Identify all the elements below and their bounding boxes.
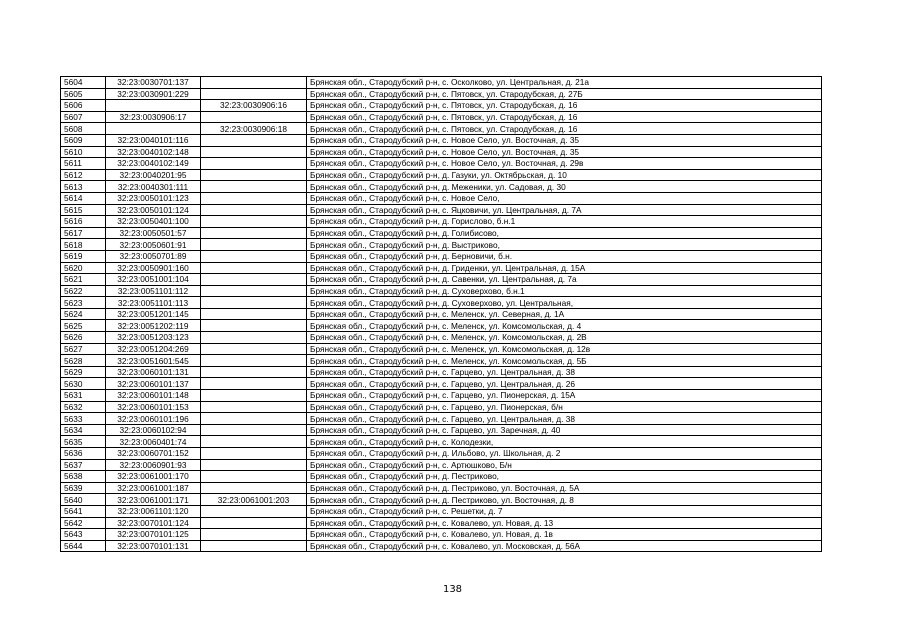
table-row bbox=[61, 540, 822, 552]
related-cadastral-number-cell bbox=[201, 181, 307, 193]
related-cadastral-number-cell bbox=[201, 378, 307, 390]
table-row bbox=[61, 401, 822, 413]
address-cell: Брянская обл., Стародубский р-н, с. Гарцево, ул. Пионерская, д. 15А bbox=[307, 390, 822, 402]
row-number-cell: 5631 bbox=[61, 390, 106, 402]
row-number-cell: 5632 bbox=[61, 401, 106, 413]
table-row bbox=[61, 204, 822, 216]
cadastral-number-cell: 32:23:0040301:111 bbox=[106, 181, 201, 193]
registry-table-body bbox=[61, 77, 822, 552]
address-cell: Брянская обл., Стародубский р-н, д. Ильбово, ул. Школьная, д. 2 bbox=[307, 448, 822, 460]
cadastral-number-cell: 32:23:0061101:120 bbox=[106, 505, 201, 517]
table-row bbox=[61, 262, 822, 274]
related-cadastral-number-cell: 32:23:0030906:16 bbox=[201, 100, 307, 112]
cadastral-number-cell: 32:23:0051203:123 bbox=[106, 332, 201, 344]
row-number-cell: 5628 bbox=[61, 355, 106, 367]
address-cell: Брянская обл., Стародубский р-н, с. Гарцево, ул. Центральная, д. 38 bbox=[307, 413, 822, 425]
related-cadastral-number-cell bbox=[201, 169, 307, 181]
cadastral-number-cell: 32:23:0060101:137 bbox=[106, 378, 201, 390]
address-cell: Брянская обл., Стародубский р-н, д. Суховерхово, б.н.1 bbox=[307, 285, 822, 297]
related-cadastral-number-cell bbox=[201, 216, 307, 228]
table-row bbox=[61, 158, 822, 170]
address-cell: Брянская обл., Стародубский р-н, д. Меженики, ул. Садовая, д. 30 bbox=[307, 181, 822, 193]
cadastral-number-cell: 32:23:0050701:89 bbox=[106, 250, 201, 262]
table-row bbox=[61, 134, 822, 146]
related-cadastral-number-cell bbox=[201, 77, 307, 89]
table-row bbox=[61, 471, 822, 483]
table-row bbox=[61, 436, 822, 448]
row-number-cell: 5612 bbox=[61, 169, 106, 181]
cadastral-number-cell: 32:23:0070101:131 bbox=[106, 540, 201, 552]
table-row bbox=[61, 332, 822, 344]
address-cell: Брянская обл., Стародубский р-н, д. Пестриково, ул. Восточная, д. 8 bbox=[307, 494, 822, 506]
cadastral-number-cell bbox=[106, 100, 201, 112]
row-number-cell: 5619 bbox=[61, 250, 106, 262]
cadastral-number-cell: 32:23:0060401:74 bbox=[106, 436, 201, 448]
row-number-cell: 5614 bbox=[61, 192, 106, 204]
row-number-cell: 5644 bbox=[61, 540, 106, 552]
address-cell: Брянская обл., Стародубский р-н, с. Новое Село, ул. Восточная, д. 29в bbox=[307, 158, 822, 170]
address-cell: Брянская обл., Стародубский р-н, с. Гарцево, ул. Центральная, д. 38 bbox=[307, 366, 822, 378]
address-cell: Брянская обл., Стародубский р-н, с. Гарцево, ул. Пионерская, б/н bbox=[307, 401, 822, 413]
row-number-cell: 5629 bbox=[61, 366, 106, 378]
cadastral-number-cell: 32:23:0061001:171 bbox=[106, 494, 201, 506]
table-row bbox=[61, 517, 822, 529]
related-cadastral-number-cell bbox=[201, 529, 307, 541]
table-row bbox=[61, 297, 822, 309]
related-cadastral-number-cell bbox=[201, 332, 307, 344]
address-cell: Брянская обл., Стародубский р-н, с. Яцковичи, ул. Центральная, д. 7А bbox=[307, 204, 822, 216]
row-number-cell: 5642 bbox=[61, 517, 106, 529]
table-row bbox=[61, 250, 822, 262]
cadastral-number-cell: 32:23:0030701:137 bbox=[106, 77, 201, 89]
related-cadastral-number-cell bbox=[201, 297, 307, 309]
address-cell: Брянская обл., Стародубский р-н, с. Осколково, ул. Центральная, д. 21а bbox=[307, 77, 822, 89]
cadastral-number-cell: 32:23:0060101:153 bbox=[106, 401, 201, 413]
row-number-cell: 5605 bbox=[61, 88, 106, 100]
table-row bbox=[61, 308, 822, 320]
address-cell: Брянская обл., Стародубский р-н, с. Колодезки, bbox=[307, 436, 822, 448]
cadastral-number-cell: 32:23:0061001:170 bbox=[106, 471, 201, 483]
related-cadastral-number-cell bbox=[201, 320, 307, 332]
cadastral-number-cell: 32:23:0060101:196 bbox=[106, 413, 201, 425]
related-cadastral-number-cell bbox=[201, 471, 307, 483]
cadastral-number-cell: 32:23:0050101:124 bbox=[106, 204, 201, 216]
row-number-cell: 5634 bbox=[61, 424, 106, 436]
address-cell: Брянская обл., Стародубский р-н, д. Горислово, б.н.1 bbox=[307, 216, 822, 228]
cadastral-number-cell: 32:23:0060101:131 bbox=[106, 366, 201, 378]
row-number-cell: 5639 bbox=[61, 482, 106, 494]
cadastral-number-cell: 32:23:0051101:113 bbox=[106, 297, 201, 309]
cadastral-number-cell: 32:23:0060701:152 bbox=[106, 448, 201, 460]
row-number-cell: 5607 bbox=[61, 111, 106, 123]
address-cell: Брянская обл., Стародубский р-н, с. Новое Село, ул. Восточная, д. 35 bbox=[307, 146, 822, 158]
table-row bbox=[61, 77, 822, 89]
address-cell: Брянская обл., Стародубский р-н, с. Меленск, ул. Комсомольская, д. 4 bbox=[307, 320, 822, 332]
row-number-cell: 5620 bbox=[61, 262, 106, 274]
row-number-cell: 5627 bbox=[61, 343, 106, 355]
row-number-cell: 5610 bbox=[61, 146, 106, 158]
related-cadastral-number-cell bbox=[201, 355, 307, 367]
related-cadastral-number-cell bbox=[201, 459, 307, 471]
table-row bbox=[61, 343, 822, 355]
related-cadastral-number-cell bbox=[201, 227, 307, 239]
cadastral-number-cell: 32:23:0040102:149 bbox=[106, 158, 201, 170]
related-cadastral-number-cell bbox=[201, 482, 307, 494]
related-cadastral-number-cell bbox=[201, 401, 307, 413]
row-number-cell: 5615 bbox=[61, 204, 106, 216]
address-cell: Брянская обл., Стародубский р-н, д. Газуки, ул. Октябрьская, д. 10 bbox=[307, 169, 822, 181]
table-row bbox=[61, 285, 822, 297]
row-number-cell: 5608 bbox=[61, 123, 106, 135]
address-cell: Брянская обл., Стародубский р-н, с. Меленск, ул. Комсомольская, д. 12в bbox=[307, 343, 822, 355]
table-row bbox=[61, 529, 822, 541]
related-cadastral-number-cell bbox=[201, 146, 307, 158]
cadastral-number-cell: 32:23:0070101:124 bbox=[106, 517, 201, 529]
table-row bbox=[61, 274, 822, 286]
table-row bbox=[61, 413, 822, 425]
related-cadastral-number-cell bbox=[201, 424, 307, 436]
related-cadastral-number-cell bbox=[201, 274, 307, 286]
row-number-cell: 5625 bbox=[61, 320, 106, 332]
related-cadastral-number-cell bbox=[201, 308, 307, 320]
related-cadastral-number-cell bbox=[201, 343, 307, 355]
cadastral-number-cell: 32:23:0040102:148 bbox=[106, 146, 201, 158]
related-cadastral-number-cell: 32:23:0030906:18 bbox=[201, 123, 307, 135]
related-cadastral-number-cell bbox=[201, 448, 307, 460]
address-cell: Брянская обл., Стародубский р-н, с. Пятовск, ул. Стародубская, д. 16 bbox=[307, 111, 822, 123]
address-cell: Брянская обл., Стародубский р-н, с. Пятовск, ул. Стародубская, д. 16 bbox=[307, 123, 822, 135]
table-row bbox=[61, 123, 822, 135]
related-cadastral-number-cell: 32:23:0061001:203 bbox=[201, 494, 307, 506]
row-number-cell: 5633 bbox=[61, 413, 106, 425]
table-row bbox=[61, 146, 822, 158]
cadastral-number-cell: 32:23:0060101:148 bbox=[106, 390, 201, 402]
row-number-cell: 5621 bbox=[61, 274, 106, 286]
cadastral-number-cell: 32:23:0051001:104 bbox=[106, 274, 201, 286]
row-number-cell: 5630 bbox=[61, 378, 106, 390]
related-cadastral-number-cell bbox=[201, 204, 307, 216]
address-cell: Брянская обл., Стародубский р-н, д. Голибисово, bbox=[307, 227, 822, 239]
table-row bbox=[61, 111, 822, 123]
cadastral-number-cell: 32:23:0051101:112 bbox=[106, 285, 201, 297]
related-cadastral-number-cell bbox=[201, 540, 307, 552]
address-cell: Брянская обл., Стародубский р-н, с. Артюшково, Б/н bbox=[307, 459, 822, 471]
row-number-cell: 5616 bbox=[61, 216, 106, 228]
row-number-cell: 5606 bbox=[61, 100, 106, 112]
table-row bbox=[61, 192, 822, 204]
table-row bbox=[61, 378, 822, 390]
row-number-cell: 5618 bbox=[61, 239, 106, 251]
related-cadastral-number-cell bbox=[201, 436, 307, 448]
row-number-cell: 5641 bbox=[61, 505, 106, 517]
address-cell: Брянская обл., Стародубский р-н, с. Ковалево, ул. Московская, д. 56А bbox=[307, 540, 822, 552]
table-row bbox=[61, 390, 822, 402]
row-number-cell: 5617 bbox=[61, 227, 106, 239]
cadastral-number-cell: 32:23:0050101:123 bbox=[106, 192, 201, 204]
table-row bbox=[61, 216, 822, 228]
related-cadastral-number-cell bbox=[201, 134, 307, 146]
cadastral-number-cell: 32:23:0030901:229 bbox=[106, 88, 201, 100]
page-number: 138 bbox=[442, 584, 463, 595]
row-number-cell: 5604 bbox=[61, 77, 106, 89]
table-row bbox=[61, 181, 822, 193]
table-row bbox=[61, 239, 822, 251]
related-cadastral-number-cell bbox=[201, 413, 307, 425]
table-row bbox=[61, 227, 822, 239]
cadastral-number-cell: 32:23:0051201:145 bbox=[106, 308, 201, 320]
table-row bbox=[61, 482, 822, 494]
related-cadastral-number-cell bbox=[201, 192, 307, 204]
cadastral-number-cell: 32:23:0030906:17 bbox=[106, 111, 201, 123]
related-cadastral-number-cell bbox=[201, 390, 307, 402]
table-row bbox=[61, 100, 822, 112]
related-cadastral-number-cell bbox=[201, 262, 307, 274]
related-cadastral-number-cell bbox=[201, 158, 307, 170]
row-number-cell: 5623 bbox=[61, 297, 106, 309]
cadastral-number-cell: 32:23:0060901:93 bbox=[106, 459, 201, 471]
table-row bbox=[61, 424, 822, 436]
cadastral-number-cell: 32:23:0040201:95 bbox=[106, 169, 201, 181]
related-cadastral-number-cell bbox=[201, 88, 307, 100]
address-cell: Брянская обл., Стародубский р-н, д. Берновичи, б.н. bbox=[307, 250, 822, 262]
cadastral-number-cell: 32:23:0050601:91 bbox=[106, 239, 201, 251]
cadastral-number-cell: 32:23:0050401:100 bbox=[106, 216, 201, 228]
registry-table bbox=[60, 76, 822, 552]
address-cell: Брянская обл., Стародубский р-н, с. Гарцево, ул. Центральная, д. 26 bbox=[307, 378, 822, 390]
cadastral-number-cell: 32:23:0040101:116 bbox=[106, 134, 201, 146]
cadastral-number-cell: 32:23:0050501:57 bbox=[106, 227, 201, 239]
address-cell: Брянская обл., Стародубский р-н, с. Ковалево, ул. Новая, д. 1в bbox=[307, 529, 822, 541]
address-cell: Брянская обл., Стародубский р-н, д. Суховерхово, ул. Центральная, bbox=[307, 297, 822, 309]
related-cadastral-number-cell bbox=[201, 250, 307, 262]
related-cadastral-number-cell bbox=[201, 285, 307, 297]
cadastral-number-cell: 32:23:0051204:269 bbox=[106, 343, 201, 355]
table-row bbox=[61, 88, 822, 100]
related-cadastral-number-cell bbox=[201, 505, 307, 517]
address-cell: Брянская обл., Стародубский р-н, с. Пятовск, ул. Стародубская, д. 16 bbox=[307, 100, 822, 112]
related-cadastral-number-cell bbox=[201, 517, 307, 529]
address-cell: Брянская обл., Стародубский р-н, с. Меленск, ул. Комсомольская, д. 2В bbox=[307, 332, 822, 344]
table-row bbox=[61, 505, 822, 517]
address-cell: Брянская обл., Стародубский р-н, д. Гриденки, ул. Центральная, д. 15А bbox=[307, 262, 822, 274]
table-row bbox=[61, 355, 822, 367]
row-number-cell: 5609 bbox=[61, 134, 106, 146]
row-number-cell: 5626 bbox=[61, 332, 106, 344]
cadastral-number-cell: 32:23:0050901:160 bbox=[106, 262, 201, 274]
row-number-cell: 5640 bbox=[61, 494, 106, 506]
address-cell: Брянская обл., Стародубский р-н, с. Пятовск, ул. Стародубская, д. 27Б bbox=[307, 88, 822, 100]
row-number-cell: 5637 bbox=[61, 459, 106, 471]
row-number-cell: 5624 bbox=[61, 308, 106, 320]
cadastral-number-cell: 32:23:0060102:94 bbox=[106, 424, 201, 436]
address-cell: Брянская обл., Стародубский р-н, д. Пестриково, bbox=[307, 471, 822, 483]
address-cell: Брянская обл., Стародубский р-н, с. Новое Село, bbox=[307, 192, 822, 204]
cadastral-number-cell bbox=[106, 123, 201, 135]
address-cell: Брянская обл., Стародубский р-н, с. Меленск, ул. Северная, д. 1А bbox=[307, 308, 822, 320]
row-number-cell: 5635 bbox=[61, 436, 106, 448]
table-row bbox=[61, 494, 822, 506]
related-cadastral-number-cell bbox=[201, 111, 307, 123]
row-number-cell: 5638 bbox=[61, 471, 106, 483]
related-cadastral-number-cell bbox=[201, 366, 307, 378]
row-number-cell: 5611 bbox=[61, 158, 106, 170]
address-cell: Брянская обл., Стародубский р-н, с. Ковалево, ул. Новая, д. 13 bbox=[307, 517, 822, 529]
cadastral-number-cell: 32:23:0051601:545 bbox=[106, 355, 201, 367]
table-row bbox=[61, 320, 822, 332]
row-number-cell: 5636 bbox=[61, 448, 106, 460]
address-cell: Брянская обл., Стародубский р-н, с. Решетки, д. 7 bbox=[307, 505, 822, 517]
cadastral-number-cell: 32:23:0070101:125 bbox=[106, 529, 201, 541]
cadastral-number-cell: 32:23:0061001:187 bbox=[106, 482, 201, 494]
row-number-cell: 5613 bbox=[61, 181, 106, 193]
address-cell: Брянская обл., Стародубский р-н, с. Новое Село, ул. Восточная, д. 35 bbox=[307, 134, 822, 146]
table-row bbox=[61, 366, 822, 378]
address-cell: Брянская обл., Стародубский р-н, д. Савенки, ул. Центральная, д. 7а bbox=[307, 274, 822, 286]
address-cell: Брянская обл., Стародубский р-н, д. Пестриково, ул. Восточная, д. 5А bbox=[307, 482, 822, 494]
address-cell: Брянская обл., Стародубский р-н, с. Меленск, ул. Комсомольская, д. 5Б bbox=[307, 355, 822, 367]
address-cell: Брянская обл., Стародубский р-н, д. Выстриково, bbox=[307, 239, 822, 251]
table-row bbox=[61, 448, 822, 460]
table-row bbox=[61, 169, 822, 181]
row-number-cell: 5622 bbox=[61, 285, 106, 297]
cadastral-number-cell: 32:23:0051202:119 bbox=[106, 320, 201, 332]
row-number-cell: 5643 bbox=[61, 529, 106, 541]
related-cadastral-number-cell bbox=[201, 239, 307, 251]
table-row bbox=[61, 459, 822, 471]
address-cell: Брянская обл., Стародубский р-н, с. Гарцево, ул. Заречная, д. 40 bbox=[307, 424, 822, 436]
